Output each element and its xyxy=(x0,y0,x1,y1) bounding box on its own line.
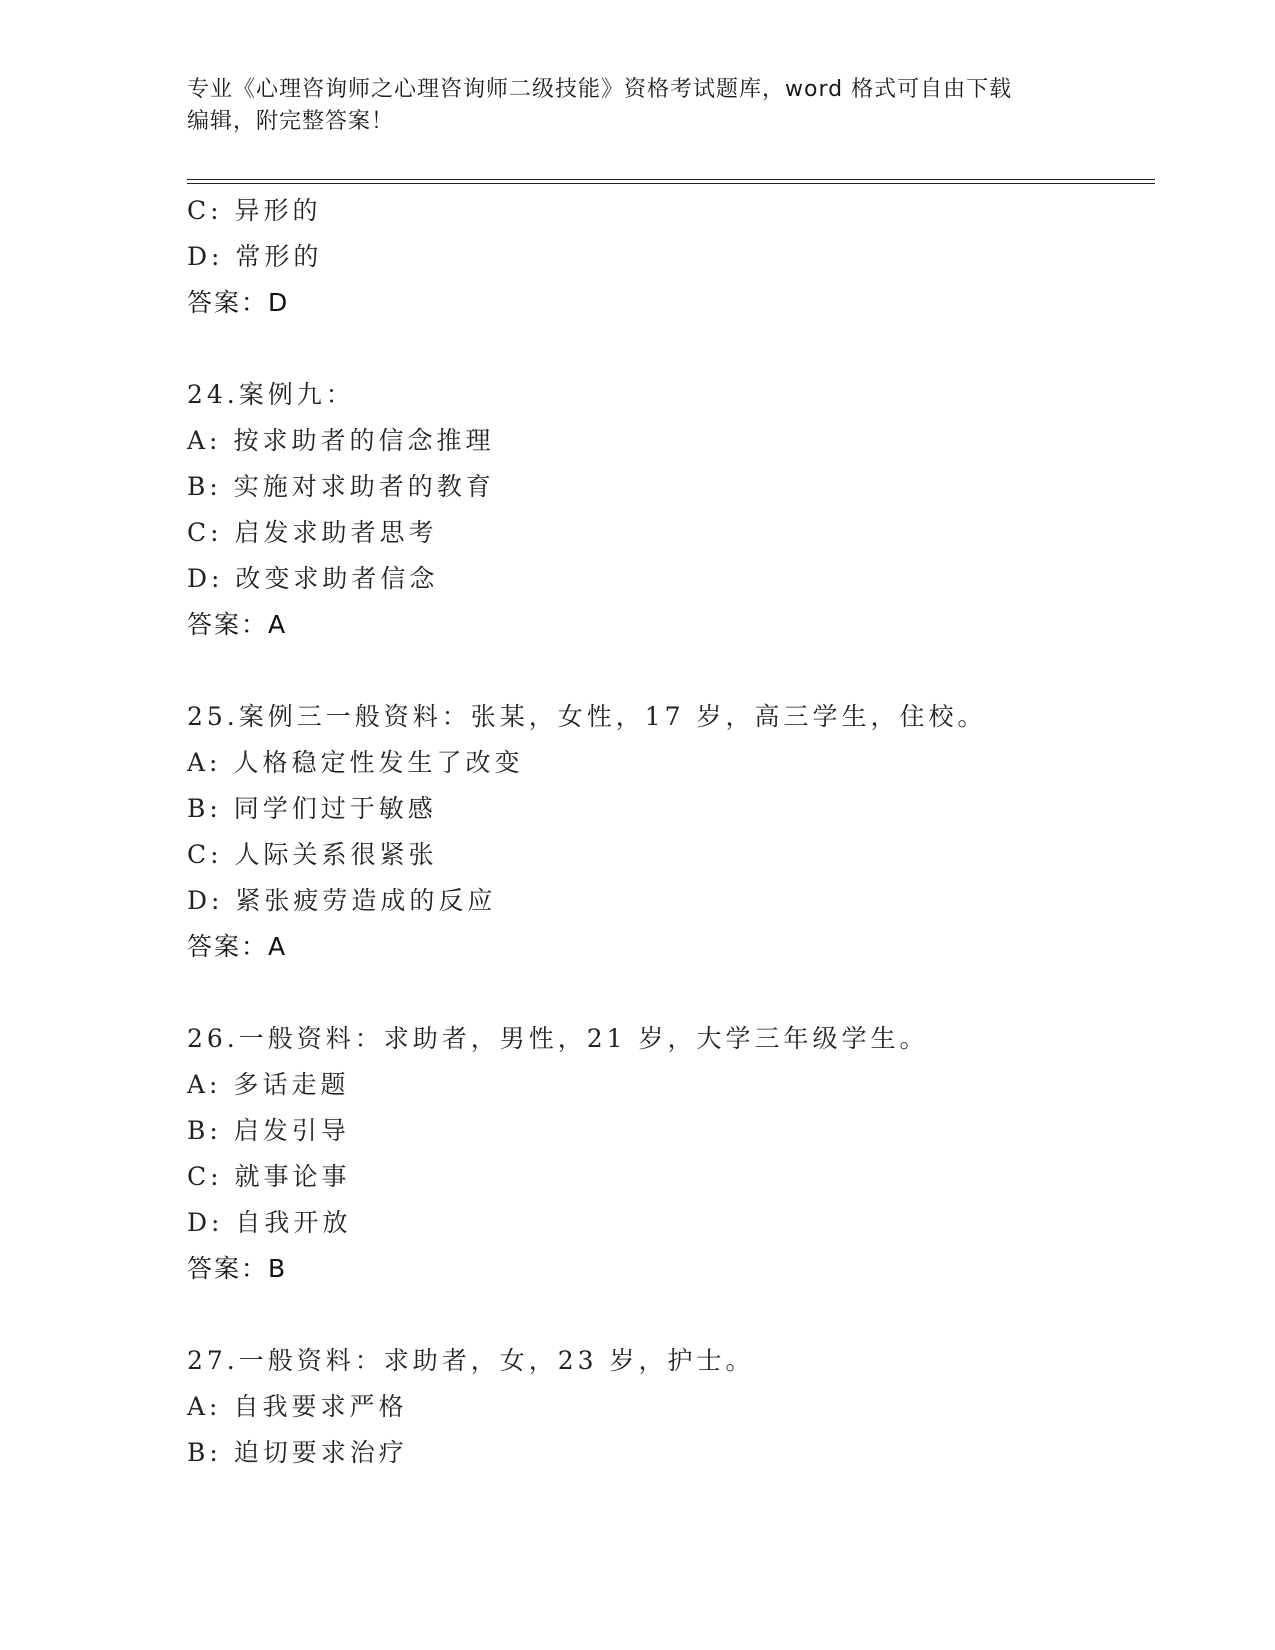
answer-line xyxy=(187,1246,1147,1292)
option-text: 自我开放 xyxy=(235,1208,352,1237)
answer-line xyxy=(187,280,1147,326)
option-text: 多话走题 xyxy=(233,1070,350,1099)
option-line xyxy=(187,510,1147,556)
question-stem: 24.案例九： xyxy=(187,380,355,409)
option-line xyxy=(187,740,1147,786)
option-letter: C: xyxy=(187,840,223,869)
option-text: 常形的 xyxy=(235,242,323,271)
option-line xyxy=(187,1430,1147,1476)
question-block xyxy=(187,1338,1147,1476)
answer-label: 答案： xyxy=(187,1254,269,1283)
option-line xyxy=(187,1154,1147,1200)
question-stem: 26.一般资料：求助者，男性，21 岁，大学三年级学生。 xyxy=(187,1024,929,1053)
header-line-2: 编辑，附完整答案！ xyxy=(187,109,395,134)
option-line xyxy=(187,1108,1147,1154)
option-line xyxy=(187,464,1147,510)
option-letter: D: xyxy=(187,886,224,915)
option-line xyxy=(187,1200,1147,1246)
option-letter: A: xyxy=(187,748,222,777)
option-text: 启发求助者思考 xyxy=(234,518,438,547)
header-line-1: 专业《心理咨询师之心理咨询师二级技能》资格考试题库，word 格式可自由下载 xyxy=(187,77,1013,102)
option-letter: A: xyxy=(187,1392,222,1421)
option-letter: B: xyxy=(187,794,222,823)
option-line xyxy=(187,1384,1147,1430)
option-letter: B: xyxy=(187,472,222,501)
option-letter: A: xyxy=(187,426,222,455)
option-letter: D: xyxy=(187,564,224,593)
option-text: 异形的 xyxy=(234,196,322,225)
question-spacer xyxy=(187,1292,1147,1338)
answer-value: A xyxy=(268,610,288,639)
question-spacer xyxy=(187,326,1147,372)
question-block xyxy=(187,1016,1147,1292)
option-text: 自我要求严格 xyxy=(233,1392,408,1421)
option-letter: D: xyxy=(187,1208,224,1237)
option-text: 改变求助者信念 xyxy=(235,564,439,593)
option-letter: C: xyxy=(187,1162,223,1191)
option-line xyxy=(187,556,1147,602)
answer-label: 答案： xyxy=(187,610,269,639)
option-letter: C: xyxy=(187,196,223,225)
header-divider-top xyxy=(187,179,1155,180)
option-text: 迫切要求治疗 xyxy=(233,1438,408,1467)
question-block xyxy=(187,372,1147,648)
question-block xyxy=(187,694,1147,970)
option-letter: D: xyxy=(187,242,224,271)
option-text: 按求助者的信念推理 xyxy=(233,426,495,455)
option-letter: C: xyxy=(187,518,223,547)
question-block-partial xyxy=(187,188,1147,326)
option-line xyxy=(187,188,1147,234)
answer-line xyxy=(187,602,1147,648)
option-text: 紧张疲劳造成的反应 xyxy=(235,886,497,915)
option-line xyxy=(187,832,1147,878)
option-letter: B: xyxy=(187,1438,222,1467)
option-line xyxy=(187,418,1147,464)
question-spacer xyxy=(187,648,1147,694)
option-line xyxy=(187,786,1147,832)
question-stem: 25.案例三一般资料：张某，女性，17 岁，高三学生，住校。 xyxy=(187,702,987,731)
option-text: 同学们过于敏感 xyxy=(233,794,437,823)
option-text: 启发引导 xyxy=(233,1116,350,1145)
answer-label: 答案： xyxy=(187,932,269,961)
answer-value: D xyxy=(268,288,290,317)
option-line xyxy=(187,1062,1147,1108)
document-header xyxy=(187,74,1087,138)
header-divider-bottom xyxy=(187,183,1155,184)
question-stem: 27.一般资料：求助者，女，23 岁，护士。 xyxy=(187,1346,755,1375)
option-letter: A: xyxy=(187,1070,222,1099)
question-list xyxy=(187,188,1147,1476)
option-text: 就事论事 xyxy=(234,1162,351,1191)
answer-value: A xyxy=(268,932,288,961)
option-line xyxy=(187,878,1147,924)
answer-label: 答案： xyxy=(187,288,269,317)
answer-value: B xyxy=(268,1254,288,1283)
option-text: 实施对求助者的教育 xyxy=(233,472,495,501)
option-line xyxy=(187,234,1147,280)
option-letter: B: xyxy=(187,1116,222,1145)
option-text: 人格稳定性发生了改变 xyxy=(233,748,524,777)
option-text: 人际关系很紧张 xyxy=(234,840,438,869)
answer-line xyxy=(187,924,1147,970)
question-spacer xyxy=(187,970,1147,1016)
